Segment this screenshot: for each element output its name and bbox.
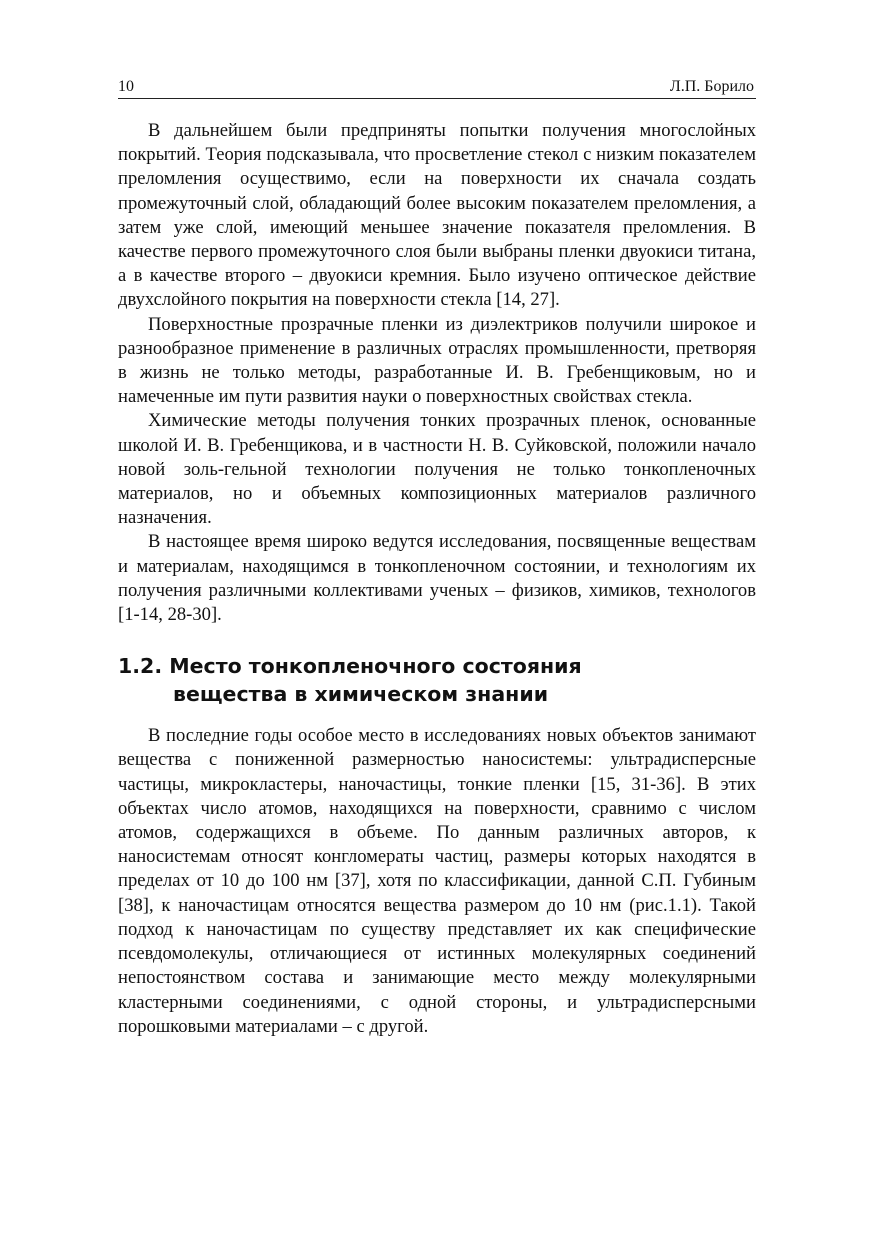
paragraph: В настоящее время широко ведутся исследования, посвященные веществам и материалам, находящимся в тонкопленочном состоянии, и технологиям их получения различными коллективами ученых – физиков, химиков, технологов [1-14, 28-30]. (118, 531, 756, 626)
page-number: 10 (118, 78, 134, 95)
running-head: Л.П. Борило (669, 78, 754, 95)
page-header (118, 76, 756, 99)
paragraph: В дальнейшем были предприняты попытки получения многослойных покрытий. Теория подсказывала, что просветление стекол с низким показателем преломления осуществимо, если на поверхности их сначала создать промежуточный слой, обладающий более высоким показателем преломления, а затем уже слой, имеющий меньшее значение показателя преломления. В качестве первого промежуточного слоя были выбраны пленки двуокиси титана, а в качестве второго – двуокиси кремния. Было изучено оптическое действие двухслойного покрытия на поверхности стекла [14, 27]. (118, 120, 756, 311)
section-heading-line2: вещества в химическом знании (173, 682, 549, 707)
section-heading-line1: 1.2. Место тонкопленочного состояния (118, 654, 582, 679)
section-heading (118, 652, 756, 708)
paragraph: В последние годы особое место в исследованиях новых объектов занимают вещества с пониженной размерностью наносистемы: ультрадисперсные частицы, микрокластеры, наночастицы, тонкие пленки [15, 31-36]. В этих объектах число атомов, находящихся на поверхности, сравнимо с числом атомов, содержащихся в объеме. По данным различных авторов, к наносистемам относят конгломераты частиц, размеры которых находятся в пределах от 10 до 100 нм [37], хотя по классификации, данной С.П. Губиным [38], к наночастицам относятся вещества размером до 10 нм (рис.1.1). Такой подход к наночастицам по существу представляет их как специфические псевдомолекулы, отличающиеся от истинных молекулярных соединений непостоянством состава и занимающие место между молекулярными кластерными соединениями, с одной стороны, и ультрадисперсными порошковыми материалами – с другой. (118, 725, 756, 1037)
paragraph: Поверхностные прозрачные пленки из диэлектриков получили широкое и разнообразное применение в различных отраслях промышленности, претворяя в жизнь не только методы, разработанные И. В. Гребенщиковым, но и намеченные им пути развития науки о поверхностных свойствах стекла. (118, 313, 756, 408)
paragraph: Химические методы получения тонких прозрачных пленок, основанные школой И. В. Гребенщикова, и в частности Н. В. Суйковской, положили начало новой золь-гельной технологии получения не только тонкопленочных материалов, но и объемных композиционных материалов различного назначения. (118, 410, 756, 529)
page-body (118, 119, 756, 1039)
